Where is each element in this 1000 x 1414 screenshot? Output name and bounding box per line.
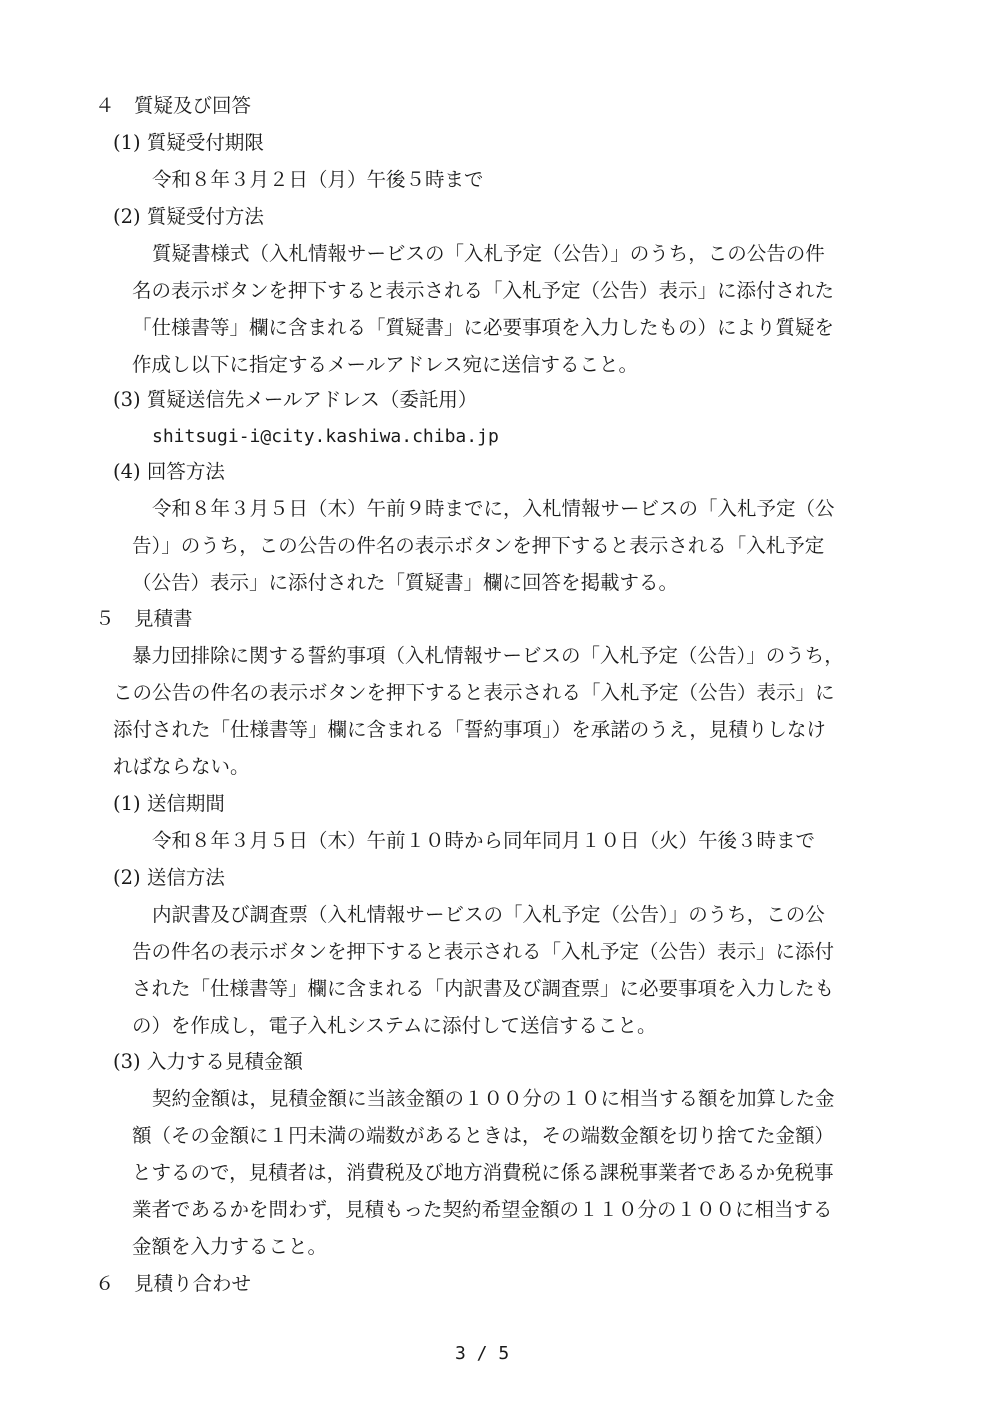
section-4-4-line: （公告）表示」に添付された「質疑書」欄に回答を掲載する。 [132,571,679,594]
section-5-intro-line: 暴力団排除に関する誓約事項（入札情報サービスの「入札予定（公告）」のうち， [132,644,844,667]
section-4-4-line: 令和８年３月５日（木）午前９時までに，入札情報サービスの「入札予定（公 [152,497,835,520]
section-5-2-line: された「仕様書等」欄に含まれる「内訳書及び調査票」に必要事項を入力したも [132,977,835,1000]
section-5-2-line: 内訳書及び調査票（入札情報サービスの「入札予定（公告）」のうち，この公 [152,903,825,926]
section-5-3-label: (3) 入力する見積金額 [113,1050,303,1073]
section-5-3-line: 契約金額は，見積金額に当該金額の１００分の１０に相当する額を加算した金 [152,1087,835,1110]
section-4-4-line: 告）」のうち，この公告の件名の表示ボタンを押下すると表示される「入札予定 [132,534,825,557]
section-4-2-label: (2) 質疑受付方法 [113,205,264,228]
section-5-3-line: 業者であるかを問わず，見積もった契約希望金額の１１０分の１００に相当する [132,1198,833,1221]
section-5-intro-line: ればならない。 [113,755,250,778]
section-5-3-line: 金額を入力すること。 [132,1235,328,1258]
section-4-2-line: 質疑書様式（入札情報サービスの「入札予定（公告）」のうち，この公告の件 [152,242,825,265]
section-4-4-label: (4) 回答方法 [113,460,225,483]
page-number: 3 / 5 [455,1343,510,1364]
section-5-2-line: の）を作成し，電子入札システムに添付して送信すること。 [132,1014,657,1037]
section-5-1-label: (1) 送信期間 [113,792,225,815]
section-4-heading: ４ 質疑及び回答 [95,94,252,117]
section-5-heading: ５ 見積書 [95,607,193,630]
section-5-intro-line: この公告の件名の表示ボタンを押下すると表示される「入札予定（公告）表示」に [113,681,835,704]
email-address: shitsugi-i@city.kashiwa.chiba.jp [152,426,499,447]
section-4-2-line: 「仕様書等」欄に含まれる「質疑書」に必要事項を入力したもの）により質疑を [132,316,835,339]
section-4-3-label: (3) 質疑送信先メールアドレス（委託用） [113,388,478,411]
section-5-intro-line: 添付された「仕様書等」欄に含まれる「誓約事項」）を承諾のうえ，見積りしなけ [113,718,826,741]
section-6-heading: ６ 見積り合わせ [95,1272,252,1295]
section-4-1-label: (1) 質疑受付期限 [113,131,264,154]
section-5-2-line: 告の件名の表示ボタンを押下すると表示される「入札予定（公告）表示」に添付 [132,940,835,963]
section-4-2-line: 名の表示ボタンを押下すると表示される「入札予定（公告）表示」に添付された [132,279,835,302]
section-4-2-line: 作成し以下に指定するメールアドレス宛に送信すること。 [132,353,639,376]
section-5-3-line: とするので，見積者は，消費税及び地方消費税に係る課税事業者であるか免税事 [132,1161,834,1184]
section-5-3-line: 額（その金額に１円未満の端数があるときは，その端数金額を切り捨てた金額） [132,1124,835,1147]
section-5-1-text: 令和８年３月５日（木）午前１０時から同年同月１０日（火）午後３時まで [152,829,816,852]
section-4-1-text: 令和８年３月２日（月）午後５時まで [152,168,484,191]
section-5-2-label: (2) 送信方法 [113,866,225,889]
